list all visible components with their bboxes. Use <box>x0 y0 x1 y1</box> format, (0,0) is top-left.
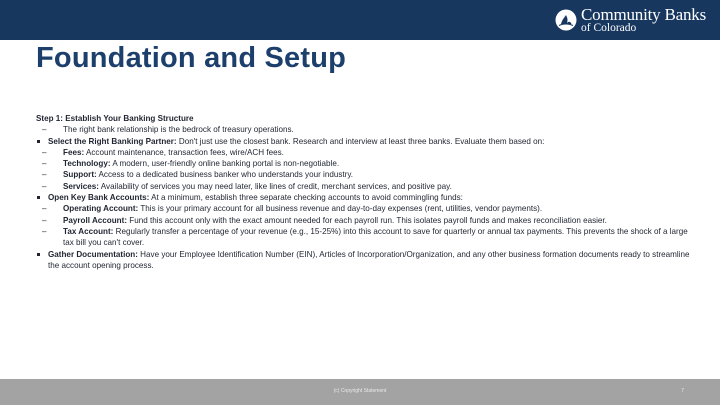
bullet-text: Don't just use the closest bank. Research and interview at least three banks. Evaluate them based on: <box>176 136 545 146</box>
logo-line-1: Community Banks <box>581 4 706 24</box>
item-text: A modern, user-friendly online banking portal is non-negotiable. <box>110 159 340 169</box>
globe-logo-icon <box>555 9 577 31</box>
item-text: Availability of services you may need later, like lines of credit, merchant services, and positive pay. <box>99 181 452 191</box>
item-text: Access to a dedicated business banker who understands your industry. <box>96 170 354 180</box>
list-item <box>36 158 696 169</box>
item-label: Services: <box>63 181 99 191</box>
slide-title: Foundation and Setup <box>36 42 347 74</box>
header-bar <box>0 0 720 40</box>
main-bullets <box>36 192 696 203</box>
logo-line-2: of Colorado <box>581 21 637 34</box>
bullet-banking-partner <box>36 136 696 147</box>
bullet-label: Gather Documentation: <box>48 249 138 259</box>
step-notes <box>36 124 696 135</box>
bullet-bank-accounts <box>36 192 696 203</box>
bullet-label: Open Key Bank Accounts: <box>48 193 150 203</box>
item-text: Regularly transfer a percentage of your revenue (e.g., 15-25%) into this account to save for quarterly or annual tax payments. This prevents the shock of a large tax bill you can't cover. <box>63 226 688 248</box>
item-text: Account maintenance, transaction fees, wire/ACH fees. <box>84 147 284 157</box>
item-text: This is your primary account for all business revenue and day-to-day expenses (rent, utilities, vendor payments). <box>138 204 543 214</box>
page-number: 7 <box>681 388 684 394</box>
partner-criteria-list <box>36 147 696 192</box>
bullet-text: Have your Employee Identification Number (EIN), Articles of Incorporation/Organization, and any other business formation documents ready to streamline the account opening process. <box>48 249 690 270</box>
item-label: Tax Account: <box>63 226 114 236</box>
logo-text <box>581 6 706 35</box>
item-label: Support: <box>63 170 97 180</box>
bank-logo <box>555 5 706 35</box>
step-title: Step 1: Establish Your Banking Structure <box>36 114 194 123</box>
item-label: Payroll Account: <box>63 215 128 225</box>
item-text: Fund this account only with the exact amount needed for each payroll run. This isolates payroll funds and makes reconciliation easier. <box>127 215 607 225</box>
list-item <box>36 169 696 180</box>
list-item <box>36 203 696 214</box>
step-note: – The right bank relationship is the bedrock of treasury operations. <box>36 124 696 135</box>
item-label: Fees: <box>63 147 85 157</box>
list-item <box>36 226 696 249</box>
main-bullets <box>36 249 696 272</box>
footer-bar <box>0 379 720 405</box>
slide-content <box>36 113 696 271</box>
bullet-text: At a minimum, establish three separate checking accounts to avoid commingling funds: <box>149 193 463 203</box>
list-item <box>36 147 696 158</box>
bullet-label: Select the Right Banking Partner: <box>48 136 177 146</box>
accounts-list <box>36 203 696 248</box>
item-label: Technology: <box>63 159 111 169</box>
list-item <box>36 215 696 226</box>
bullet-documentation <box>36 249 696 272</box>
list-item <box>36 181 696 192</box>
main-bullets <box>36 136 696 147</box>
copyright-text: (c) Copyright Statement <box>333 388 387 394</box>
item-label: Operating Account: <box>63 204 139 214</box>
